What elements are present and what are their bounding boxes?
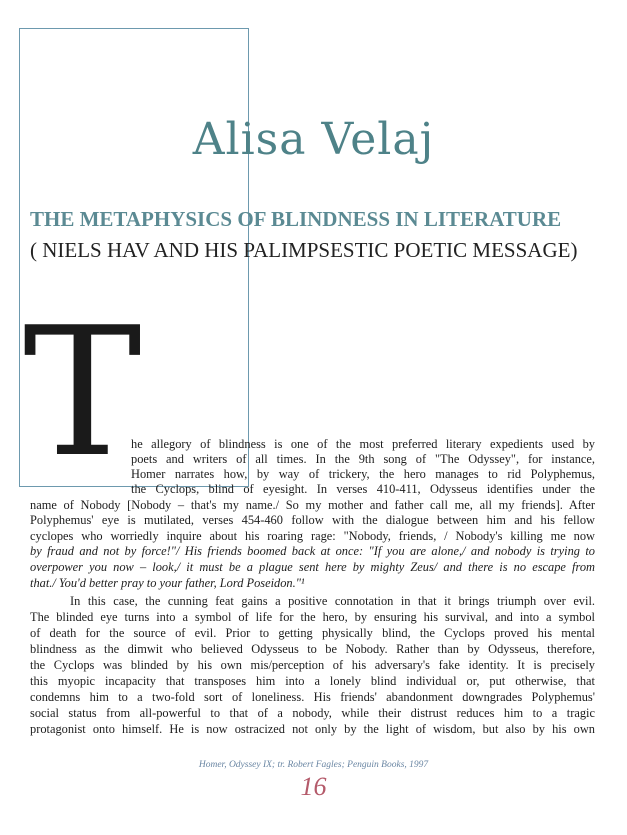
body-line: he allegory of blindness is one of the most preferred literary expedients used by xyxy=(131,437,595,451)
body-line: protagonist onto himself. He is now ostracized not only by the light of wisdom, but also by his own xyxy=(30,722,595,736)
body-line: overpower you now – look,/ it must be a plague sent here by mighty Zeus/ and there is no escape from xyxy=(30,560,595,574)
body-line: The blinded eye turns into a symbol of life for the hero, by ensuring his survival, and into a symbol xyxy=(30,610,595,624)
drop-cap: T xyxy=(23,289,142,496)
body-line: blindness as the dimwit who believed Odysseus to be Nobody. Rather than by Odysseus, therefore, xyxy=(30,642,595,656)
body-line: condemns him to a two-fold sort of loneliness. His friends' abandonment downgrades Polyphemus' xyxy=(30,690,595,704)
body-line: In this case, the cunning feat gains a positive connotation in that it brings triumph over evil. xyxy=(70,594,595,608)
article-subtitle: ( NIELS HAV AND HIS PALIMPSESTIC POETIC MESSAGE) xyxy=(30,238,578,262)
body-line: social status from all-powerful to that of a nobody, while their distrust reduces him to a tragic xyxy=(30,706,595,720)
body-line: this myopic incapacity that transposes him into a lonely blind individual or, put otherwise, that xyxy=(30,674,595,688)
footnote: Homer, Odyssey IX; tr. Robert Fagles; Penguin Books, 1997 xyxy=(198,760,429,770)
body-line: name of Nobody [Nobody – that's my name./ So my mother and father call me, all my friends]. After xyxy=(30,498,595,512)
article-title: THE METAPHYSICS OF BLINDNESS IN LITERATURE xyxy=(30,207,562,231)
body-line: Homer narrates how, by way of trickery, the hero manages to rid Polyphemus, xyxy=(131,467,595,481)
body-line: Polyphemus' eye is mutilated, verses 454-460 follow with the dialogue between him and his fellow xyxy=(30,513,595,527)
body-line: the Cyclops, blind of eyesight. In verses 410-411, Odysseus identifies under the xyxy=(131,482,595,496)
page-number: 16 xyxy=(300,772,327,801)
body-line: poets and writers of all times. In the 9th song of "The Odyssey", for instance, xyxy=(131,452,595,466)
body-line: of death for the source of evil. Prior to getting physically blind, the Cyclops proved his mental xyxy=(30,626,595,640)
body-line: by fraud and not by force!"/ His friends boomed back at once: "If you are alone,/ and nobody is trying to xyxy=(30,544,595,558)
body-line: that./ You'd better pray to your father, Lord Poseidon."¹ xyxy=(30,576,305,590)
body-line: the Cyclops was blinded by his own mis/perception of his adversary's fake identity. It is precisely xyxy=(30,658,595,672)
body-line: cyclopes who worriedly inquire about his roaring rage: "Nobody, friends, / Nobody's killing me now xyxy=(30,529,595,543)
author-name: Alisa Velaj xyxy=(192,114,435,165)
